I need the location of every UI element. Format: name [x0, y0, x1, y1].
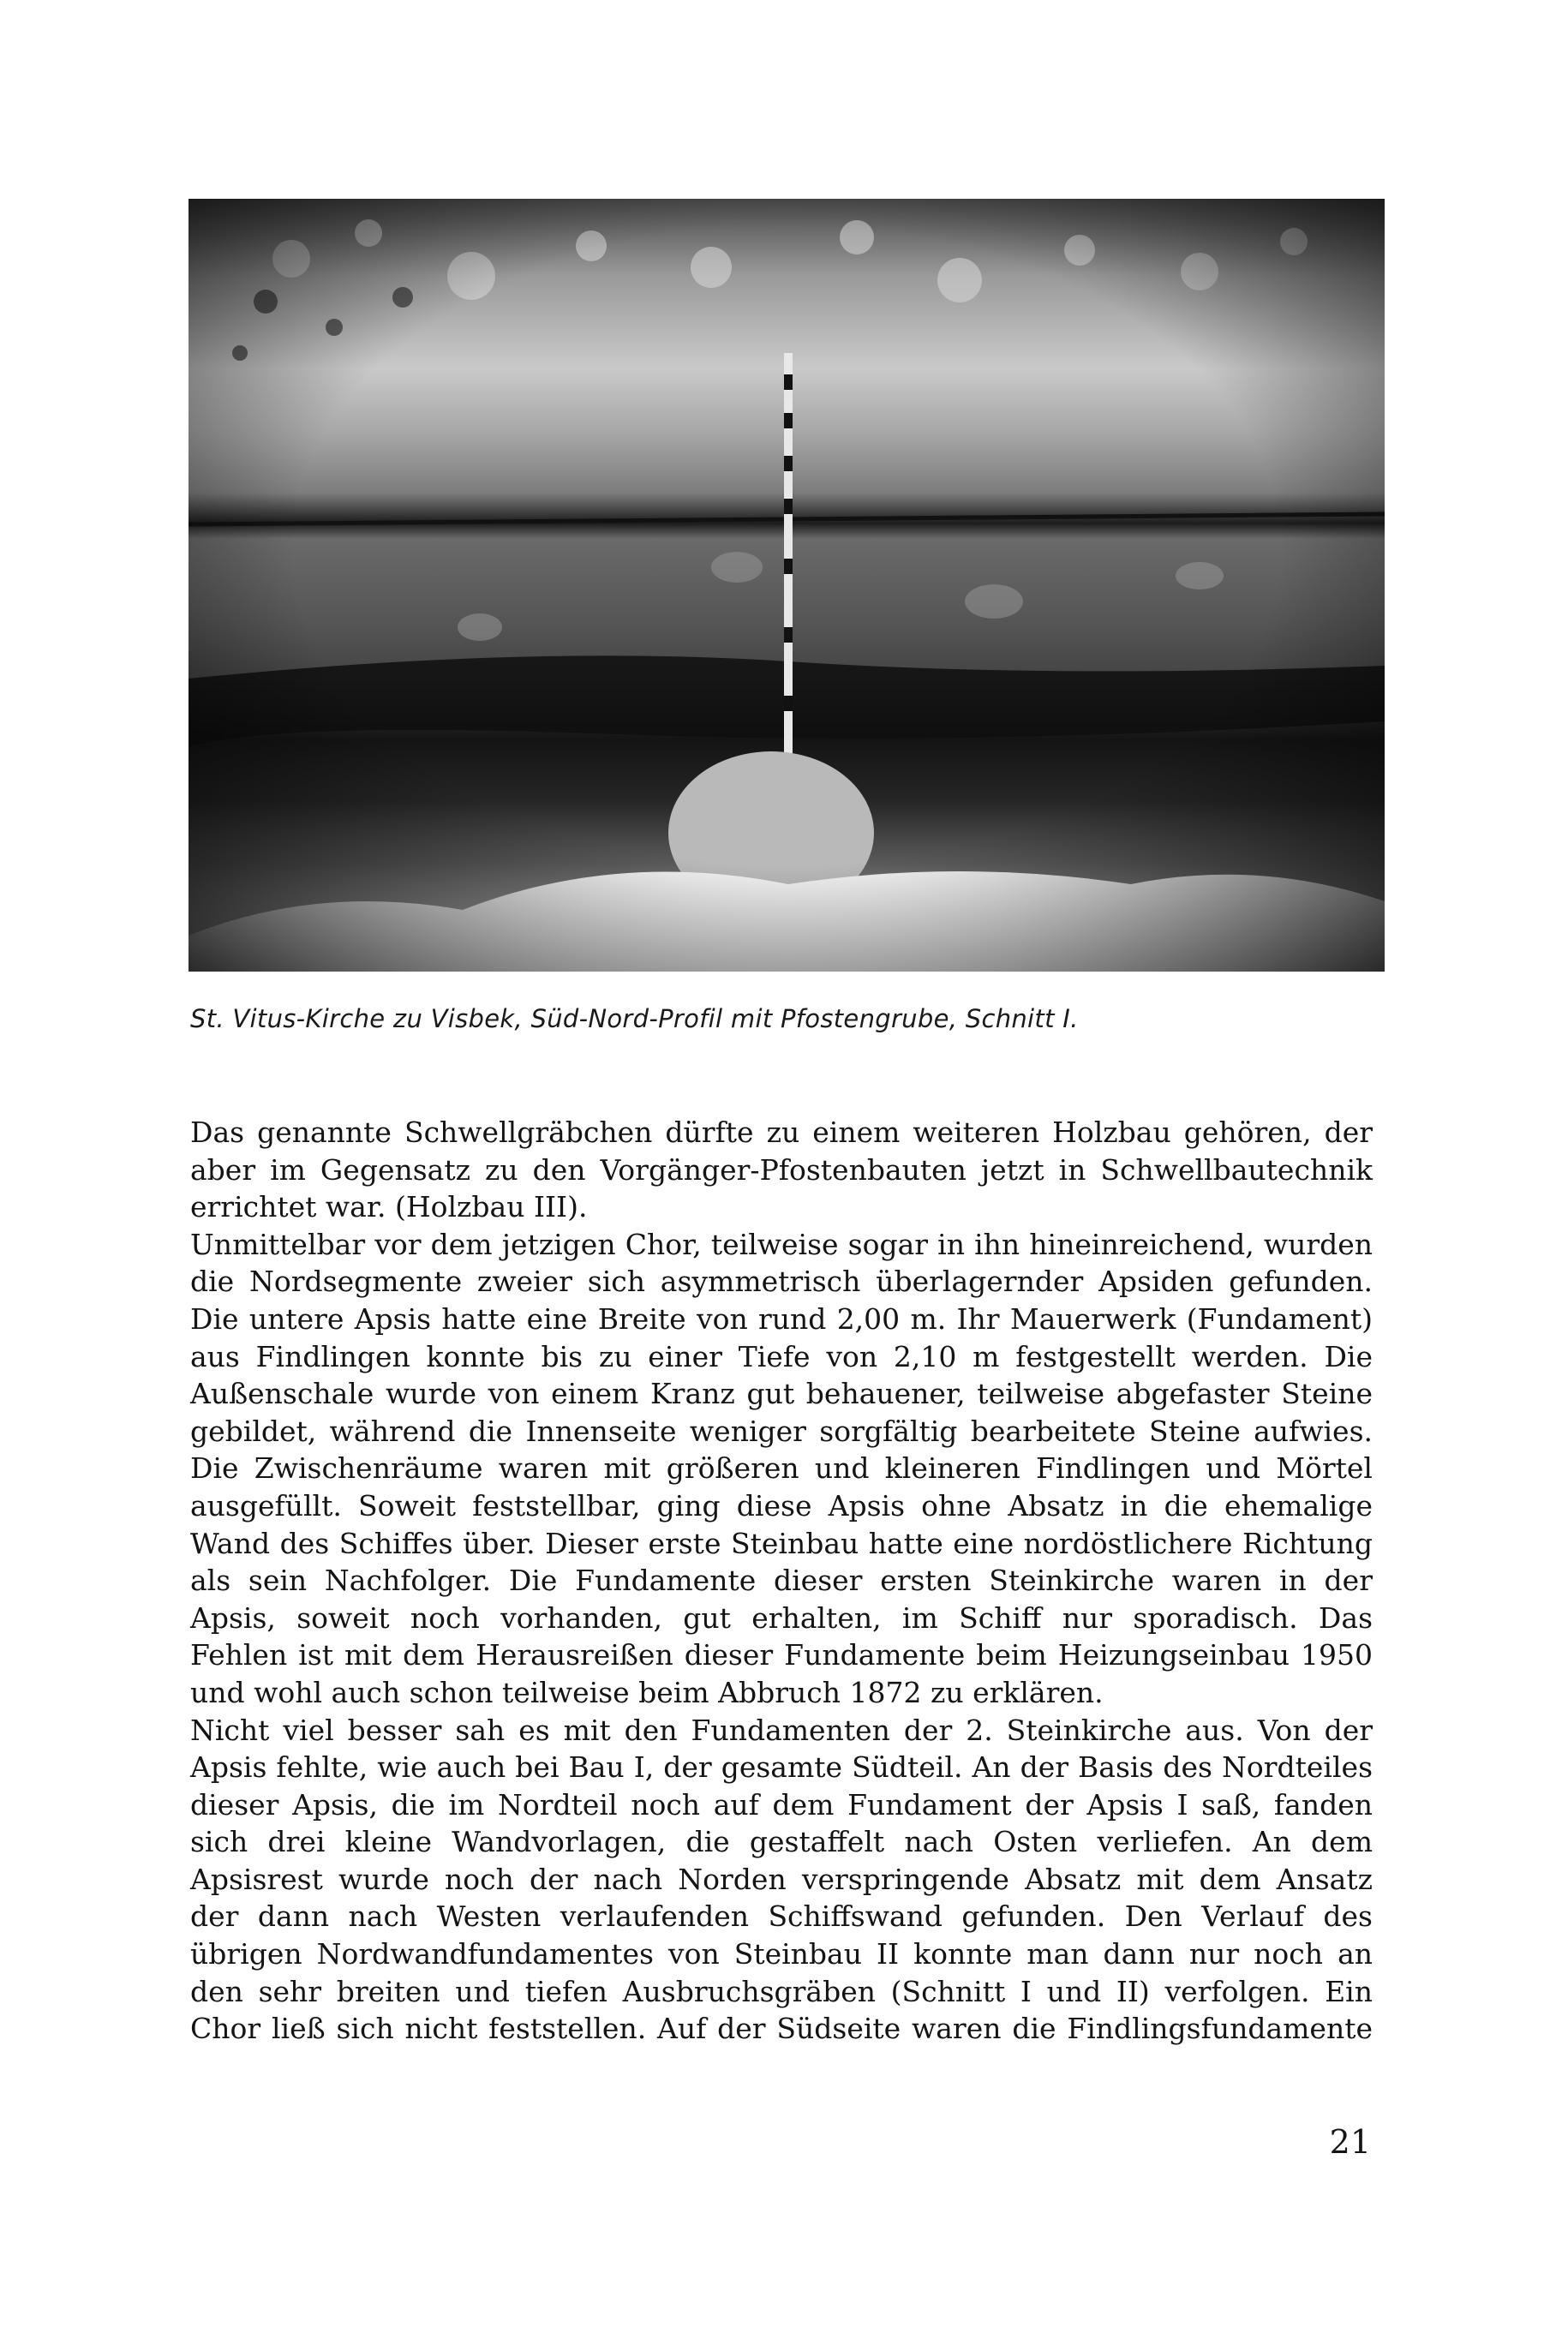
text-line: Fehlen ist mit dem Herausreißen dieser Fundamente beim Heizungseinbau 1950	[190, 1638, 1373, 1672]
text-line: als sein Nachfolger. Die Fundamente dieser ersten Steinkirche waren in der	[190, 1564, 1373, 1598]
text-line: sich drei kleine Wandvorlagen, die gestaffelt nach Osten verliefen. An dem	[190, 1825, 1373, 1859]
text-line: Wand des Schiffes über. Dieser erste Steinbau hatte eine nordöstlichere Richtung	[190, 1526, 1373, 1560]
excavation-profile-photo-icon	[189, 199, 1385, 972]
text-line: aber im Gegensatz zu den Vorgänger-Pfostenbauten jetzt in Schwellbautechnik	[190, 1152, 1373, 1187]
text-line: Apsis, soweit noch vorhanden, gut erhalten, im Schiff nur sporadisch. Das	[190, 1600, 1373, 1635]
text-line: dieser Apsis, die im Nordteil noch auf dem Fundament der Apsis I saß, fanden	[190, 1787, 1373, 1822]
text-line: Die Zwischenräume waren mit größeren und kleineren Findlingen und Mörtel	[190, 1451, 1373, 1486]
page-number: 21	[1329, 2123, 1371, 2161]
text-line: ausgefüllt. Soweit feststellbar, ging diese Apsis ohne Absatz in die ehemalige	[190, 1488, 1373, 1522]
text-line: Chor ließ sich nicht feststellen. Auf der Südseite waren die Findlingsfundamente	[190, 2012, 1373, 2046]
text-line: übrigen Nordwandfundamentes von Steinbau II konnte man dann nur noch an	[190, 1937, 1373, 1971]
text-line: und wohl auch schon teilweise beim Abbruch 1872 zu erklären.	[190, 1675, 1104, 1709]
text-line: Unmittelbar vor dem jetzigen Chor, teilweise sogar in ihn hineinreichend, wurden	[190, 1227, 1373, 1261]
text-line: Nicht viel besser sah es mit den Fundamenten der 2. Steinkirche aus. Von der	[190, 1713, 1373, 1747]
text-line: Das genannte Schwellgräbchen dürfte zu einem weiteren Holzbau gehören, der	[190, 1116, 1373, 1149]
text-line: den sehr breiten und tiefen Ausbruchsgräben (Schnitt I und II) verfolgen. Ein	[190, 1974, 1373, 2008]
text-line: Apsis fehlte, wie auch bei Bau I, der gesamte Südteil. An der Basis des Nordteiles	[190, 1750, 1373, 1785]
text-line: Die untere Apsis hatte eine Breite von rund 2,00 m. Ihr Mauerwerk (Fundament)	[190, 1301, 1373, 1336]
excavation-photo	[189, 199, 1385, 972]
text-line: errichtet war. (Holzbau III).	[190, 1190, 588, 1224]
text-line: gebildet, während die Innenseite weniger sorgfältig bearbeitete Steine aufwies.	[190, 1414, 1373, 1448]
text-line: die Nordsegmente zweier sich asymmetrisch überlagernder Apsiden gefunden.	[190, 1265, 1373, 1299]
text-line: Apsisrest wurde noch der nach Norden verspringende Absatz mit dem Ansatz	[190, 1862, 1373, 1896]
body-text	[190, 1114, 1373, 2048]
figure-caption: St. Vitus-Kirche zu Visbek, Süd-Nord-Profil mit Pfostengrube, Schnitt I.	[190, 1004, 1079, 1033]
text-line: der dann nach Westen verlaufenden Schiffswand gefunden. Den Verlauf des	[190, 1899, 1373, 1934]
text-line: aus Findlingen konnte bis zu einer Tiefe von 2,10 m festgestellt werden. Die	[190, 1339, 1373, 1373]
text-line: Außenschale wurde von einem Kranz gut behauener, teilweise abgefaster Steine	[190, 1377, 1373, 1411]
